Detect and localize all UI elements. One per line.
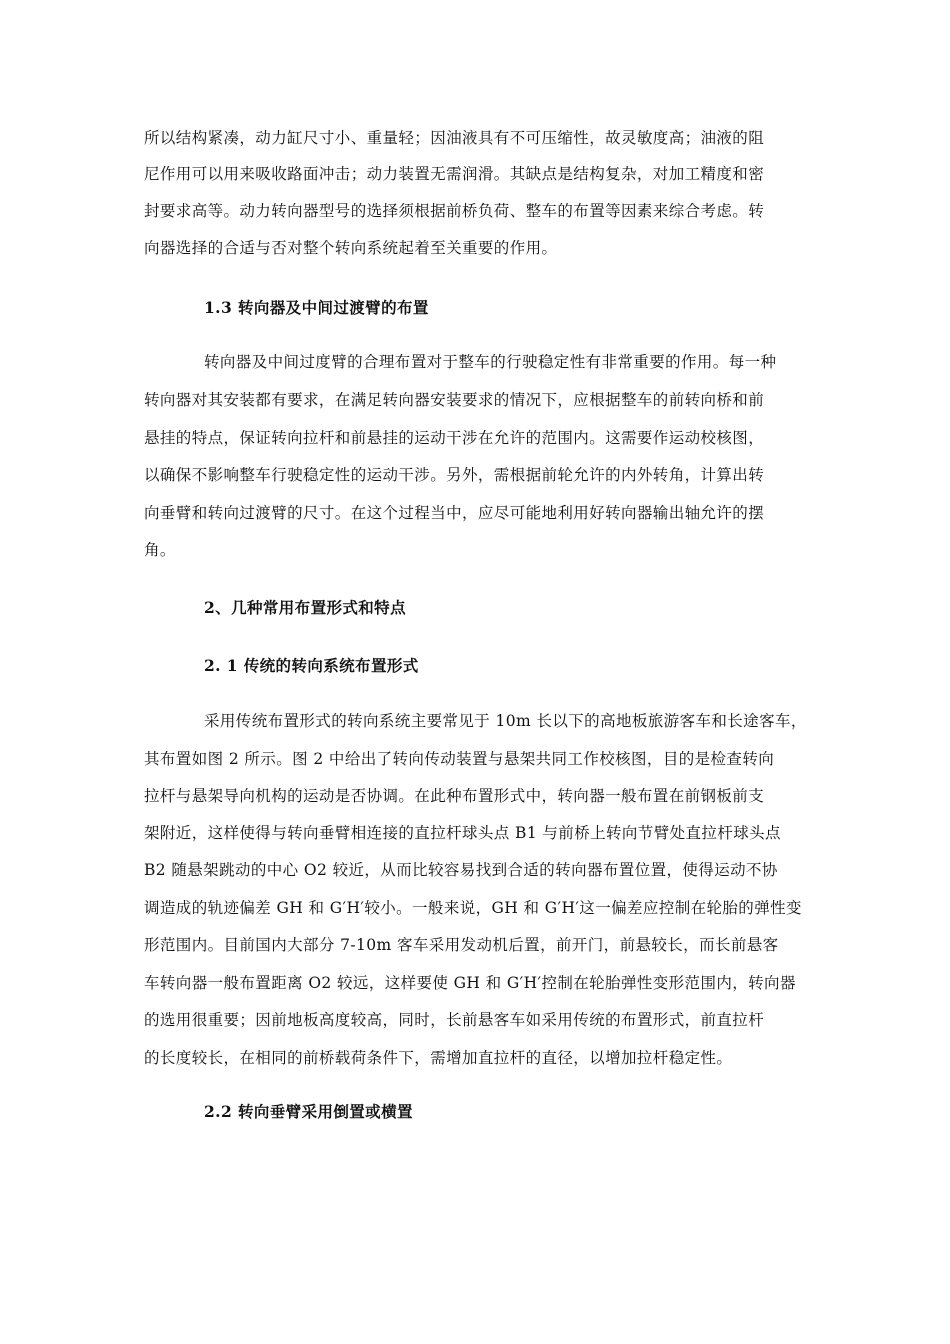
paragraph-line: B2 随悬架跳动的中心 O2 较近，从而比较容易找到合适的转向器布置位置，使得运动不协: [144, 861, 778, 879]
paragraph-line: 向垂臂和转向过渡臂的尺寸。在这个过程当中，应尽可能地利用好转向器输出轴允许的摆: [144, 504, 765, 522]
paragraph-line: 采用传统布置形式的转向系统主要常见于 10m 长以下的高地板旅游客车和长途客车，: [204, 712, 807, 730]
paragraph-line: 向器选择的合适与否对整个转向系统起着至关重要的作用。: [144, 239, 558, 257]
paragraph-line: 尼作用可以用来吸收路面冲击；动力装置无需润滑。其缺点是结构复杂，对加工精度和密: [144, 165, 765, 183]
paragraph-line: 角。: [144, 541, 176, 559]
paragraph-line: 车转向器一般布置距离 O2 较远，这样要使 GH 和 G′H′控制在轮胎弹性变形范围内，转向器: [144, 974, 796, 992]
paragraph-line: 所以结构紧凑，动力缸尺寸小、重量轻；因油液具有不可压缩性，故灵敏度高；油液的阻: [144, 129, 765, 147]
paragraph-line: 架附近，这样使得与转向垂臂相连接的直拉杆球头点 B1 与前桥上转向节臂处直拉杆球头点: [144, 824, 781, 842]
paragraph-line: 转向器及中间过度臂的合理布置对于整车的行驶稳定性有非常重要的作用。每一种: [204, 353, 777, 371]
paragraph-line: 调造成的轨迹偏差 GH 和 G′H′较小。一般来说，GH 和 G′H′这一偏差应控制在轮胎的弹性变: [144, 899, 802, 917]
paragraph-line: 的长度较长，在相同的前桥载荷条件下，需增加直拉杆的直径，以增加拉杆稳定性。: [144, 1049, 733, 1067]
paragraph-line: 封要求高等。动力转向器型号的选择须根据前桥负荷、整车的布置等因素来综合考虑。转: [144, 202, 765, 220]
section-heading-1-3: 1.3 转向器及中间过渡臂的布置: [204, 298, 429, 317]
paragraph-line: 以确保不影响整车行驶稳定性的运动干涉。另外，需根据前轮允许的内外转角，计算出转: [144, 466, 765, 484]
paragraph-line: 转向器对其安装都有要求，在满足转向器安装要求的情况下，应根据整车的前转向桥和前: [144, 391, 765, 409]
section-heading-2-2: 2.2 转向垂臂采用倒置或横置: [204, 1102, 413, 1121]
section-heading-2: 2、几种常用布置形式和特点: [204, 598, 406, 617]
paragraph-line: 的选用很重要；因前地板高度较高，同时，长前悬客车如采用传统的布置形式，前直拉杆: [144, 1011, 765, 1029]
paragraph-line: 其布置如图 2 所示。图 2 中给出了转向传动装置与悬架共同工作校核图，目的是检查转向: [144, 750, 775, 768]
paragraph-line: 悬挂的特点，保证转向拉杆和前悬挂的运动干涉在允许的范围内。这需要作运动校核图，: [144, 429, 765, 447]
paragraph-line: 拉杆与悬架导向机构的运动是否协调。在此种布置形式中，转向器一般布置在前钢板前支: [144, 787, 765, 805]
paragraph-line: 形范围内。目前国内大部分 7-10m 客车采用发动机后置，前开门，前悬较长，而长前悬客: [144, 936, 779, 954]
section-heading-2-1: 2. 1 传统的转向系统布置形式: [204, 656, 419, 675]
